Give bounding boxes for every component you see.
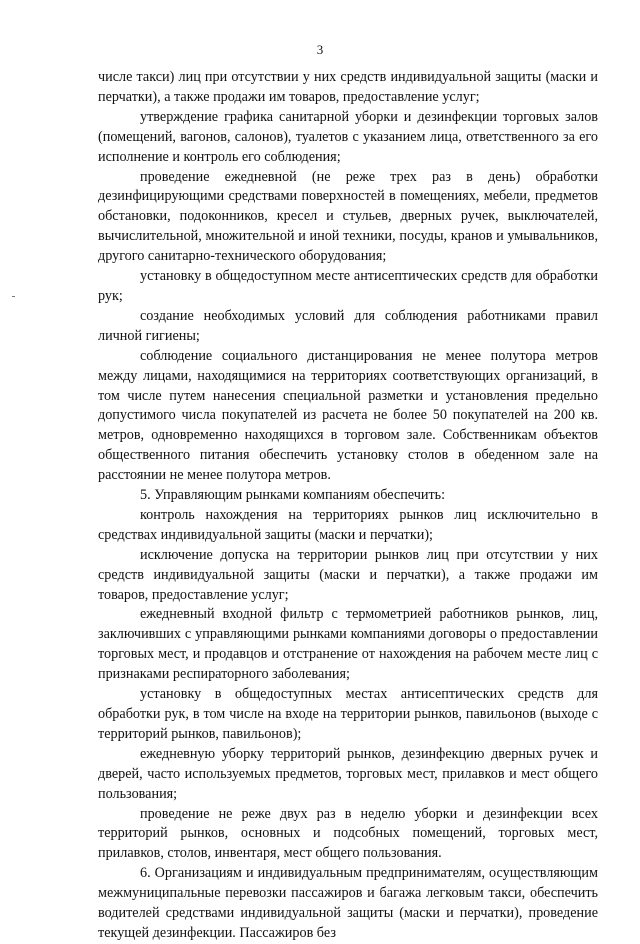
paragraph: числе такси) лиц при отсутствии у них средств индивидуальной защиты (маски и перчатки), а также продажи им товаров, предоставление услуг; [98,69,598,105]
paragraph: соблюдение социального дистанцирования не менее полутора метров между лицами, находящимися на территориях соответствующих организаций, в том числе путем нанесения специальной разметки и установления предельно допустимого числа покупателей из расчета не более 50 покупателей на 200 кв. метров, одновременно находящихся в торговом зале. Собственникам объектов общественного питания обеспечить установку столов в обеденном зале на расстоянии не менее полутора метров. [98,347,598,484]
paragraph: проведение ежедневной (не реже трех раз в день) обработки дезинфицирующими средствами поверхностей в помещениях, мебели, предметов обстановки, подоконников, кресел и стульев, дверных ручек, выключателей, вычислительной, множительной и иной техники, посуды, кранов и умывальников, другого санитарно-технического оборудования; [98,168,598,265]
page-number: 3 [316,42,324,57]
paragraph: создание необходимых условий для соблюдения работниками правил личной гигиены; [98,307,598,344]
paragraph: проведение не реже двух раз в неделю уборки и дезинфекции всех территорий рынков, основных и подсобных помещений, торговых мест, прилавков, столов, инвентаря, мест общего пользования. [98,805,598,862]
paragraph: контроль нахождения на территориях рынков лиц исключительно в средствах индивидуальной защиты (маски и перчатки); [98,506,598,543]
paragraph: исключение допуска на территории рынков лиц при отсутствии у них средств индивидуальной защиты (маски и перчатки), а также продажи им товаров, предоставление услуг; [98,546,598,603]
paragraph: 6. Организациям и индивидуальным предпринимателям, осуществляющим межмуниципальные перевозки пассажиров и багажа легковым такси, обеспечить водителей средствами индивидуальной защиты (маски и перчатки), проведение текущей дезинфекции. Пассажиров без [98,865,598,941]
paragraph: установку в общедоступных местах антисептических средств для обработки рук, в том числе на входе на территории рынков, павильонов (выходе с территорий рынков, павильонов); [98,686,598,742]
paragraph: установку в общедоступном месте антисептических средств для обработки рук; [98,268,598,304]
paragraph: утверждение графика санитарной уборки и дезинфекции торговых залов (помещений, вагонов, салонов), туалетов с указанием лица, ответственного за его исполнение и контроль его соблюдения; [98,108,598,165]
document-body [98,68,598,944]
section-heading: 5. Управляющим рынками компаниям обеспечить: [140,487,446,504]
paragraph: ежедневный входной фильтр с термометрией работников рынков, лиц, заключивших с управляющими рынками компаниями договоры о предоставлении торговых мест, и продавцов и отстранение от нахождения на рабочем месте лиц с признаками респираторного заболевания; [98,606,598,683]
paragraph: ежедневную уборку территорий рынков, дезинфекцию дверных ручек и дверей, часто используемых предметов, торговых мест, прилавков и мест общего пользования; [98,745,598,802]
margin-mark [12,296,15,297]
